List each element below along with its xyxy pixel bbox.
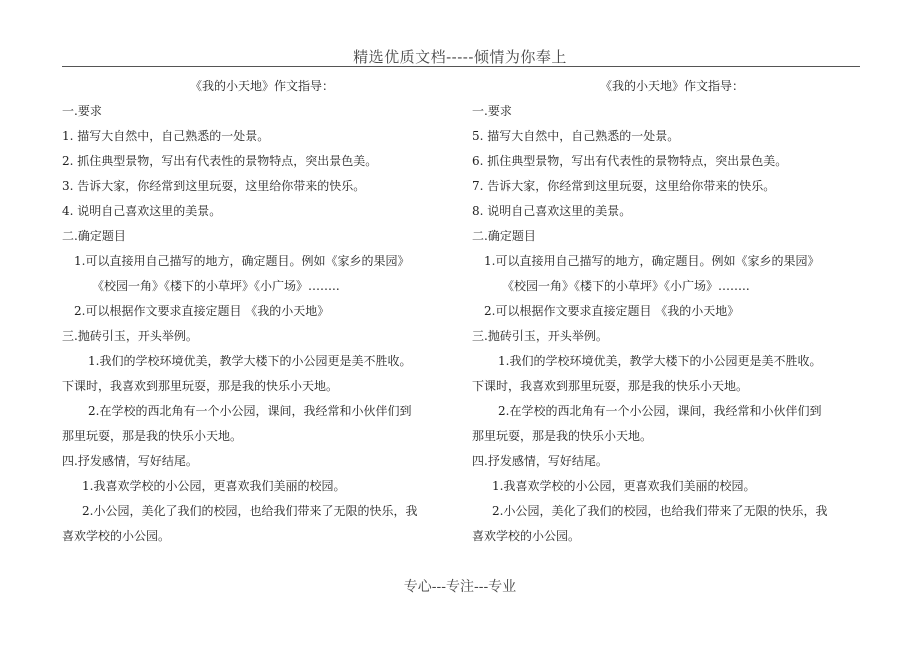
requirement-item: 1. 描写大自然中，自己熟悉的一处景。 bbox=[62, 129, 270, 143]
title-tip-1: 1.可以直接用自己描写的地方，确定题目。例如《家乡的果园》 bbox=[484, 254, 820, 268]
requirement-item: 5. 描写大自然中，自己熟悉的一处景。 bbox=[472, 129, 680, 143]
opening-example-2-cont: 那里玩耍，那是我的快乐小天地。 bbox=[472, 429, 653, 443]
ending-example-2: 2.小公园，美化了我们的校园，也给我们带来了无限的快乐，我 bbox=[82, 504, 418, 518]
ending-example-2-cont: 喜欢学校的小公园。 bbox=[62, 529, 171, 543]
left-column bbox=[62, 74, 462, 549]
opening-example-2-cont: 那里玩耍，那是我的快乐小天地。 bbox=[62, 429, 243, 443]
requirement-item: 8. 说明自己喜欢这里的美景。 bbox=[472, 204, 632, 218]
opening-example-2: 2.在学校的西北角有一个小公园，课间，我经常和小伙伴们到 bbox=[498, 404, 822, 418]
requirement-item: 4. 说明自己喜欢这里的美景。 bbox=[62, 204, 222, 218]
requirement-item: 2. 抓住典型景物，写出有代表性的景物特点，突出景色美。 bbox=[62, 154, 378, 168]
ending-example-2: 2.小公园，美化了我们的校园，也给我们带来了无限的快乐，我 bbox=[492, 504, 828, 518]
section-heading-opening: 三.抛砖引玉，开头举例。 bbox=[62, 329, 198, 343]
opening-example-1-cont: 下课时，我喜欢到那里玩耍，那是我的快乐小天地。 bbox=[472, 379, 749, 393]
ending-example-2-cont: 喜欢学校的小公园。 bbox=[472, 529, 581, 543]
requirement-item: 7. 告诉大家，你经常到这里玩耍，这里给你带来的快乐。 bbox=[472, 179, 776, 193]
page-header: 精选优质文档-----倾情为你奉上 bbox=[353, 48, 567, 66]
opening-example-1: 1.我们的学校环境优美，教学大楼下的小公园更是美不胜收。 bbox=[88, 354, 412, 368]
page-footer: 专心---专注---专业 bbox=[403, 579, 517, 595]
column-title: 《我的小天地》作文指导： bbox=[189, 79, 334, 93]
requirement-item: 6. 抓住典型景物，写出有代表性的景物特点，突出景色美。 bbox=[472, 154, 788, 168]
section-heading-requirements: 一.要求 bbox=[62, 104, 102, 118]
section-heading-requirements: 一.要求 bbox=[472, 104, 512, 118]
section-heading-ending: 四.抒发感情，写好结尾。 bbox=[62, 454, 198, 468]
section-heading-title: 二.确定题目 bbox=[472, 229, 536, 243]
title-tip-1-examples: 《校园一角》《楼下的小草坪》《小广场》…….. bbox=[502, 279, 750, 293]
title-tip-1-examples: 《校园一角》《楼下的小草坪》《小广场》…….. bbox=[92, 279, 340, 293]
opening-example-1: 1.我们的学校环境优美，教学大楼下的小公园更是美不胜收。 bbox=[498, 354, 822, 368]
section-heading-title: 二.确定题目 bbox=[62, 229, 126, 243]
ending-example-1: 1.我喜欢学校的小公园，更喜欢我们美丽的校园。 bbox=[82, 479, 346, 493]
column-title: 《我的小天地》作文指导： bbox=[599, 79, 744, 93]
requirement-item: 3. 告诉大家，你经常到这里玩耍，这里给你带来的快乐。 bbox=[62, 179, 366, 193]
section-heading-opening: 三.抛砖引玉，开头举例。 bbox=[472, 329, 608, 343]
title-tip-2: 2.可以根据作文要求直接定题目 《我的小天地》 bbox=[74, 304, 330, 318]
ending-example-1: 1.我喜欢学校的小公园，更喜欢我们美丽的校园。 bbox=[492, 479, 756, 493]
opening-example-2: 2.在学校的西北角有一个小公园，课间，我经常和小伙伴们到 bbox=[88, 404, 412, 418]
title-tip-2: 2.可以根据作文要求直接定题目 《我的小天地》 bbox=[484, 304, 740, 318]
right-column bbox=[472, 74, 872, 549]
title-tip-1: 1.可以直接用自己描写的地方，确定题目。例如《家乡的果园》 bbox=[74, 254, 410, 268]
section-heading-ending: 四.抒发感情，写好结尾。 bbox=[472, 454, 608, 468]
header-divider bbox=[62, 66, 860, 67]
opening-example-1-cont: 下课时，我喜欢到那里玩耍，那是我的快乐小天地。 bbox=[62, 379, 339, 393]
